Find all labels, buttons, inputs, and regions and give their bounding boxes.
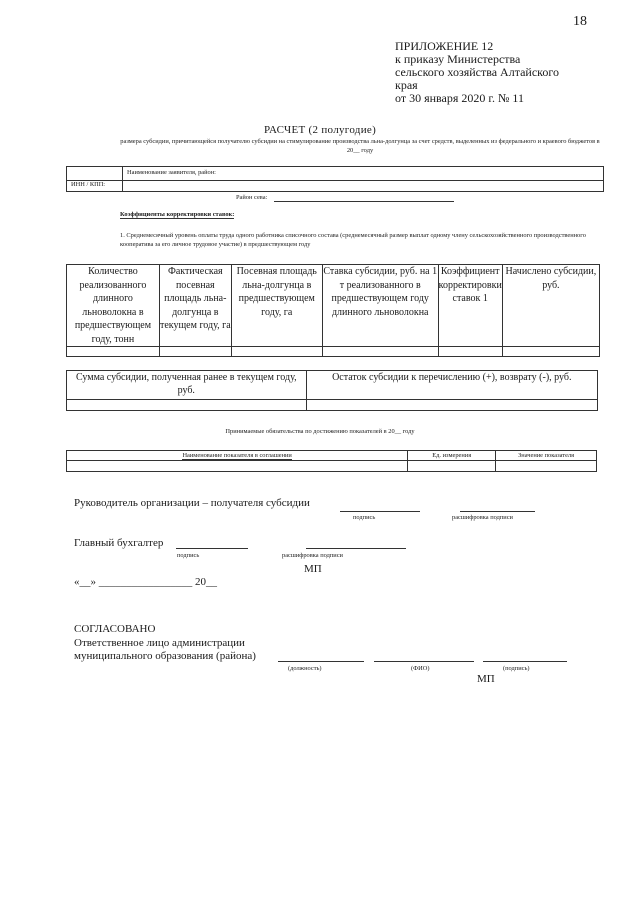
coefficients-text: 1. Среднемесячный уровень оплаты труда одного работника списочного состава (среднемесячный размер выплат одному члену сельскохозяйственного производственного кооператива за его личное трудовое участие) в предшествующем году: [120, 232, 586, 248]
appendix-line: сельского хозяйства Алтайского: [395, 65, 560, 79]
col-header-remainder: Остаток субсидии к перечислению (+), возврату (-), руб.: [306, 371, 597, 400]
agreed-heading: СОГЛАСОВАНО: [74, 623, 156, 635]
col-header-subsidy-rate: Ставка субсидии, руб. на 1 т реализованного в предшествующем году длинного льноволокна: [322, 265, 438, 347]
col-header-received: Сумма субсидии, полученная ранее в текущем году, руб.: [67, 371, 307, 400]
position-field[interactable]: [278, 661, 364, 662]
approval-signature-field[interactable]: [483, 661, 567, 662]
district-label: Район сева:: [236, 194, 268, 201]
col-header-accrued: Начислено субсидии, руб.: [502, 265, 599, 347]
accountant-signature-field[interactable]: [176, 548, 248, 549]
indicator-header-text: Наименование показателя в соглашении: [182, 452, 292, 459]
table-cell[interactable]: [67, 461, 408, 472]
date-line[interactable]: «__» _________________ 20__: [74, 576, 217, 588]
accountant-decoding-field[interactable]: [306, 548, 406, 549]
approval-sign-caption: (подпись): [503, 665, 530, 672]
page-number: 18: [573, 14, 587, 29]
subsidy-calc-table: [66, 264, 600, 357]
document-subtitle: размера субсидии, причитающейся получателю субсидии на стимулирование производства льна-долгунца за счет средств, выделенных из федерального и краевого бюджетов в 20__ году: [120, 138, 600, 154]
signature-caption: подпись: [353, 514, 376, 521]
obligations-table: [66, 450, 597, 472]
col-header-flax-fiber: Количество реализованного длинного льноволокна в предшествующем году, тонн: [67, 265, 160, 347]
head-decoding-field[interactable]: [460, 511, 535, 512]
table-cell[interactable]: [408, 461, 496, 472]
accountant-decoding-caption: расшифровка подписи: [282, 552, 343, 559]
table-cell[interactable]: [159, 347, 231, 357]
appendix-line: от 30 января 2020 г. № 11: [395, 91, 524, 105]
obligations-title: Принимаемые обязательства по достижению показателей в 20__ году: [225, 428, 415, 435]
inn-kpp-label: ИНН / КПП:: [71, 181, 106, 188]
approval-stamp-place: МП: [477, 673, 495, 685]
table-row: [67, 461, 597, 472]
table-cell[interactable]: [322, 347, 438, 357]
col-header-indicator: [67, 451, 408, 461]
document-title: РАСЧЕТ (2 полугодие): [263, 124, 377, 136]
table-cell[interactable]: [496, 461, 597, 472]
table-cell[interactable]: [306, 400, 597, 411]
accountant-label: Главный бухгалтер: [74, 537, 164, 549]
col-header-prev-area: Посевная площадь льна-долгунца в предшествующем году, га: [231, 265, 322, 347]
head-signature-label: Руководитель организации – получателя субсидии: [74, 497, 310, 509]
applicant-name-label: Наименование заявителя, район:: [127, 169, 216, 176]
table-cell[interactable]: [67, 347, 160, 357]
col-header-value: Значение показателя: [496, 451, 597, 461]
table-row: [67, 347, 600, 357]
head-signature-field[interactable]: [340, 511, 420, 512]
table-cell[interactable]: [502, 347, 599, 357]
applicant-box: [66, 166, 604, 192]
decoding-caption: расшифровка подписи: [452, 514, 513, 521]
table-cell[interactable]: [438, 347, 502, 357]
fio-caption: (ФИО): [411, 665, 430, 672]
table-cell[interactable]: [67, 400, 307, 411]
appendix-line: ПРИЛОЖЕНИЕ 12: [395, 39, 494, 53]
col-header-coefficient: Коэффициент корректировки ставок 1: [438, 265, 502, 347]
approval-line-1: Ответственное лицо администрации: [74, 637, 245, 649]
position-caption: (должность): [288, 665, 322, 672]
table-cell[interactable]: [231, 347, 322, 357]
col-header-unit: Ед. измерения: [408, 451, 496, 461]
coefficients-heading: Коэффициенты корректировки ставок:: [120, 211, 235, 218]
col-header-actual-area: Фактическая посевная площадь льна-долгунца в текущем году, га: [159, 265, 231, 347]
subsidy-sum-table: [66, 370, 598, 411]
fio-field[interactable]: [374, 661, 474, 662]
appendix-line: края: [395, 78, 418, 92]
district-field[interactable]: [274, 201, 454, 202]
appendix-header: [395, 40, 615, 105]
stamp-place: МП: [304, 563, 322, 575]
approval-line-2: муниципального образования (района): [74, 650, 256, 662]
appendix-line: к приказу Министерства: [395, 52, 521, 66]
table-row: [67, 400, 598, 411]
accountant-signature-caption: подпись: [177, 552, 200, 559]
